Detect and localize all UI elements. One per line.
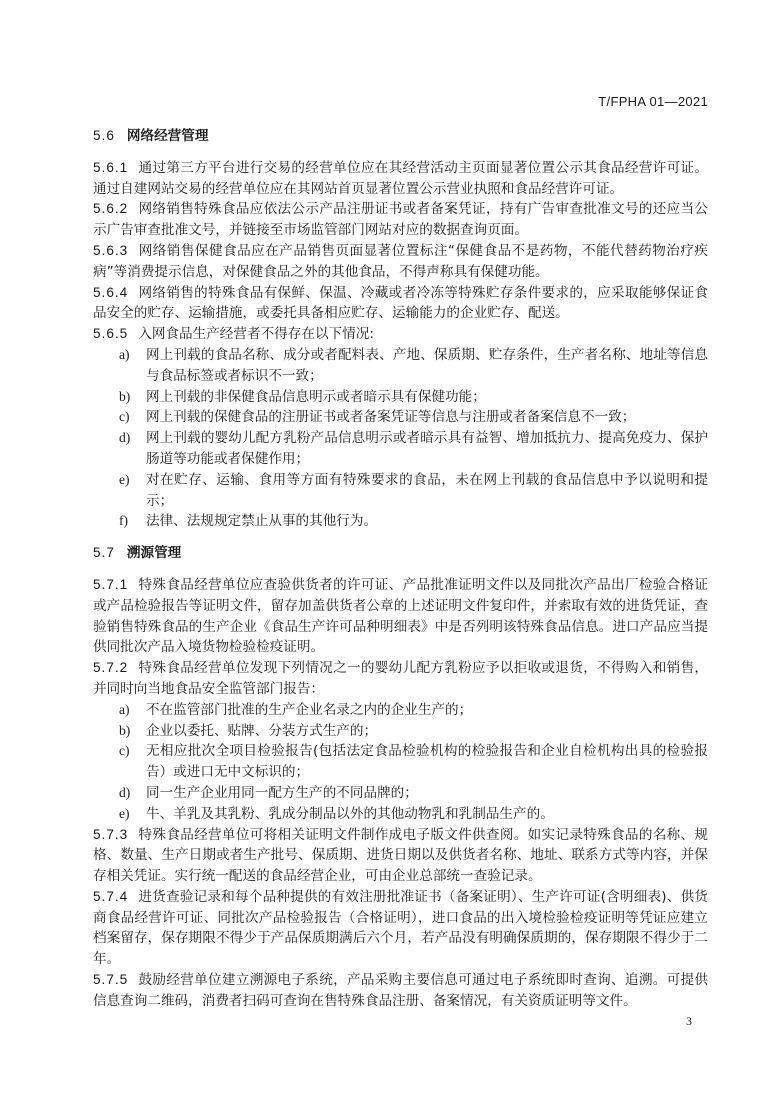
clause-number: 5.7.4 (93, 888, 129, 904)
clause-number: 5.6.3 (93, 242, 129, 258)
clause-text: 特殊食品经营单位应查验供货者的许可证、产品批准证明文件以及同批次产品出厂检验合格证或产品检验报告等证明文件，留存加盖供货者公章的上述证明文件复印件，并索取有效的进货凭证，查验销售特殊食品的生产企业《食品生产许可品种明细表》中是否列明该特殊食品信息。进口产品应当提供同批次产品入境货物检验检疫证明。 (93, 576, 708, 656)
list-item (119, 407, 708, 428)
clause-number: 5.7.3 (93, 826, 129, 842)
section-heading (93, 126, 708, 147)
list-item (119, 387, 708, 408)
clause-paragraph (93, 241, 708, 283)
document-number: T/FPHA 01—2021 (598, 94, 708, 109)
list-item (119, 741, 708, 783)
list-item-text: 网上刊载的婴幼儿配方乳粉产品信息明示或者暗示具有益智、增加抵抗力、提高免疫力、保护肠道等功能或者保健作用； (146, 430, 708, 467)
clause-number: 5.6.2 (93, 201, 129, 217)
list-item-text: 不在监管部门批准的生产企业名录之内的企业生产的； (146, 701, 473, 718)
clause-text: 入网食品生产经营者不得存在以下情况: (138, 326, 374, 343)
list-item-text: 网上刊载的食品名称、成分或者配料表、产地、保质期、贮存条件，生产者名称、地址等信息与食品标签或者标识不一致； (146, 346, 708, 384)
list-marker: e) (119, 471, 130, 487)
clause-number: 5.7.1 (93, 576, 129, 592)
list-marker: c) (119, 743, 130, 759)
document-body (93, 126, 708, 1012)
page-number: 3 (686, 1014, 692, 1028)
clause-text: 特殊食品经营单位可将相关证明文件制作成电子版文件供查阅。如实记录特殊食品的名称、规格、数量、生产日期或者生产批号、保质期、进货日期以及供货者名称、地址、联系方式等内容，并保存相关凭证。实行统一配送的食品经营企业，可由企业总部统一查验记录。 (93, 826, 708, 885)
list-marker: c) (119, 409, 130, 425)
list-item (119, 470, 708, 512)
section-number: 5.7 (93, 545, 115, 561)
list-item (119, 345, 708, 387)
list-item-text: 企业以委托、贴牌、分装方式生产的； (146, 722, 378, 739)
clause-text: 鼓励经营单位建立溯源电子系统，产品采购主要信息可通过电子系统即时查询、追溯。可提供信息查询二维码，消费者扫码可查询在售特殊食品注册、备案情况，有关资质证明等文件。 (93, 972, 708, 1009)
clause-paragraph (93, 887, 708, 970)
list-item-text: 对在贮存、运输、食用等方面有特殊要求的食品，未在网上刊载的食品信息中予以说明和提示； (146, 471, 708, 509)
list-marker: b) (119, 388, 131, 404)
list-item-text: 无相应批次全项目检验报告(包括法定食品检验机构的检验报告和企业自检机构出具的检验报告）或进口无中文标识的； (146, 743, 708, 781)
clause-number: 5.7.2 (93, 660, 129, 676)
clause-number: 5.7.5 (93, 972, 129, 988)
clause-text: 网络销售特殊食品应依法公示产品注册证书或者备案凭证，持有广告审查批准文号的还应当公示广告审查批准文号，并链接至市场监管部门网站对应的数据查询页面。 (93, 201, 708, 239)
clause-paragraph (93, 324, 708, 345)
section-heading (93, 543, 708, 564)
list-marker: f) (119, 513, 129, 529)
list-item (119, 721, 708, 742)
list-item (119, 700, 708, 721)
list-item (119, 428, 708, 470)
section-title: 溯源管理 (126, 545, 182, 562)
clause-text: 网络销售的特殊食品有保鲜、保温、冷藏或者冷冻等特殊贮存条件要求的，应采取能够保证食品安全的贮存、运输措施，或委托具备相应贮存、运输能力的企业贮存、配送。 (93, 284, 708, 322)
list-marker: a) (119, 346, 130, 362)
clause-paragraph (93, 575, 708, 658)
clause-paragraph (93, 825, 708, 887)
clause-paragraph (93, 658, 708, 700)
list-marker: e) (119, 805, 130, 821)
clause-paragraph (93, 199, 708, 241)
list-marker: d) (119, 430, 131, 446)
clause-number: 5.6.5 (93, 326, 129, 342)
clause-paragraph (93, 158, 708, 200)
list-item-text: 网上刊载的保健食品的注册证书或者备案凭证等信息与注册或者备案信息不一致； (146, 409, 636, 426)
list-marker: d) (119, 784, 131, 800)
list-marker: a) (119, 701, 130, 717)
clause-number: 5.6.4 (93, 284, 129, 300)
clause-text: 通过第三方平台进行交易的经营单位应在其经营活动主页面显著位置公示其食品经营许可证。通过自建网站交易的经营单位应在其网站首页显著位置公示营业执照和食品经营许可证。 (93, 159, 708, 197)
list-item-text: 法律、法规规定禁止从事的其他行为。 (146, 513, 378, 530)
list-item (119, 804, 708, 825)
list-item-text: 网上刊载的非保健食品信息明示或者暗示具有保健功能； (146, 388, 486, 405)
list-item-text: 同一生产企业用同一配方生产的不同品牌的； (146, 784, 418, 801)
clause-number: 5.6.1 (93, 159, 129, 175)
section-number: 5.6 (93, 128, 115, 143)
clause-text: 网络销售保健食品应在产品销售页面显著位置标注“保健食品不是药物，不能代替药物治疗疾病”等消费提示信息，对保健食品之外的其他食品，不得声称具有保健功能。 (93, 242, 708, 280)
clause-paragraph (93, 970, 708, 1012)
list-item (119, 783, 708, 804)
list-marker: b) (119, 722, 131, 738)
section-title: 网络经营管理 (126, 128, 209, 144)
list-item (119, 511, 708, 532)
clause-paragraph (93, 283, 708, 325)
list-item-text: 牛、羊乳及其乳粉、乳成分制品以外的其他动物乳和乳制品生产的。 (146, 805, 554, 822)
clause-text: 进货查验记录和每个品种提供的有效注册批准证书（备案证明）、生产许可证(含明细表)、供货商食品经营许可证、同批次产品检验报告（合格证明），进口食品的出入境检验检疫证明等凭证应建立档案留存，保存期限不得少于产品保质期满后六个月，若产品没有明确保质期的，保存期限不得少于二年。 (93, 888, 708, 968)
clause-text: 特殊食品经营单位发现下列情况之一的婴幼儿配方乳粉应予以拒收或退货，不得购入和销售，并同时向当地食品安全监管部门报告： (93, 660, 708, 697)
